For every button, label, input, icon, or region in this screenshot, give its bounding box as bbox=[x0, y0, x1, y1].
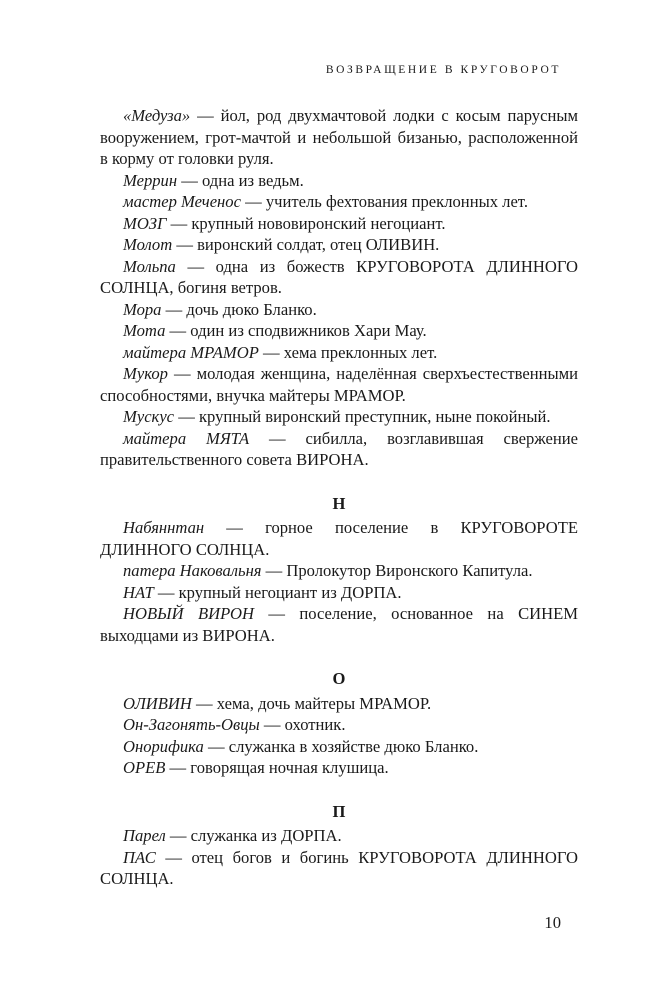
glossary-entry bbox=[100, 714, 578, 736]
entry-definition: — отец богов и богинь КРУГОВОРОТА ДЛИННОГО СОЛНЦА. bbox=[100, 847, 578, 888]
entry-definition: — молодая женщина, наделённая сверхъестественными способностями, внучка майтеры МРАМОР. bbox=[100, 364, 578, 405]
glossary-entry bbox=[100, 363, 578, 406]
entry-term: ОРЕВ bbox=[123, 758, 166, 777]
entry-definition: — крупный нововиронский негоциант. bbox=[166, 213, 446, 233]
entry-term: Молот bbox=[123, 235, 173, 254]
entry-term: ПАС bbox=[123, 847, 156, 867]
entry-definition: — крупный негоциант из ДОРПА. bbox=[153, 582, 402, 602]
entry-definition: — один из сподвижников Хари Мау. bbox=[165, 321, 427, 340]
glossary-entry bbox=[100, 234, 578, 256]
entry-definition: — крупный виронский преступник, ныне покойный. bbox=[174, 407, 551, 426]
entry-definition: — одна из ведьм. bbox=[177, 170, 304, 190]
entry-definition: — одна из божеств КРУГОВОРОТА ДЛИННОГО СОЛНЦА, богиня ветров. bbox=[100, 256, 578, 297]
entry-term: мастер Меченос bbox=[123, 192, 241, 211]
entry-definition: — горное поселение в КРУГОВОРОТЕ ДЛИННОГО СОЛНЦА. bbox=[100, 518, 578, 559]
running-head: ВОЗВРАЩЕНИЕ В КРУГОВОРОТ bbox=[325, 64, 561, 76]
glossary-entry bbox=[100, 299, 578, 321]
glossary-entry bbox=[100, 693, 578, 715]
entry-definition: — служанка в хозяйстве дюко Бланко. bbox=[203, 736, 479, 756]
entry-term: НОВЫЙ ВИРОН bbox=[123, 604, 254, 623]
glossary-entry bbox=[100, 560, 578, 582]
entry-term: Он-Загонять-Овцы bbox=[123, 715, 260, 734]
entry-term: Мота bbox=[123, 321, 166, 340]
entry-definition: — учитель фехтования преклонных лет. bbox=[240, 192, 528, 211]
entry-term: Мукор bbox=[123, 364, 168, 383]
entry-definition: — дочь дюко Бланко. bbox=[161, 299, 317, 319]
entry-definition: — охотник. bbox=[259, 715, 346, 734]
entry-definition: — Пролокутор Виронского Капитула. bbox=[261, 561, 533, 580]
glossary-entry bbox=[100, 603, 578, 646]
entry-definition: — говорящая ночная клушица. bbox=[165, 758, 389, 777]
entry-term: Онорифика bbox=[123, 736, 204, 756]
entry-term: патера Наковальня bbox=[123, 561, 262, 580]
glossary-entry bbox=[100, 213, 578, 235]
entry-definition: — йол, род двухмачтовой лодки с косым парусным вооружением, грот-мачтой и небольшой бизанью, расположенной в корму от головки руля. bbox=[100, 106, 578, 168]
section-letter: Н bbox=[332, 493, 346, 513]
entry-term: «Медуза» bbox=[123, 106, 191, 125]
glossary-entry bbox=[100, 256, 578, 299]
glossary-entry bbox=[100, 582, 578, 604]
entry-term: Парел bbox=[123, 826, 166, 845]
entry-definition: — служанка из ДОРПА. bbox=[165, 826, 342, 845]
entry-term: майтера МЯТА bbox=[123, 428, 250, 448]
entry-term: МОЗГ bbox=[123, 213, 167, 233]
entry-term: Мускус bbox=[123, 407, 175, 426]
entry-term: Мольпа bbox=[123, 256, 176, 276]
glossary-entry bbox=[100, 847, 578, 890]
entry-term: майтера МРАМОР bbox=[123, 342, 259, 362]
glossary-entry bbox=[100, 105, 578, 170]
entry-definition: — хема преклонных лет. bbox=[258, 342, 438, 362]
entry-definition: — поселение, основанное на СИНЕМ выходцами из ВИРОНА. bbox=[100, 604, 579, 645]
glossary-entry bbox=[100, 342, 578, 364]
entry-definition: — виронский солдат, отец ОЛИВИН. bbox=[172, 235, 440, 254]
entry-term: ОЛИВИН bbox=[123, 693, 192, 713]
entry-definition: — хема, дочь майтеры МРАМОР. bbox=[191, 693, 432, 713]
glossary-entry bbox=[100, 428, 578, 471]
section-letter: П bbox=[332, 801, 346, 821]
entry-term: Мора bbox=[123, 299, 162, 319]
page-number: 10 bbox=[544, 913, 561, 932]
glossary-entry bbox=[100, 320, 578, 342]
entry-term: НАТ bbox=[123, 582, 154, 602]
entry-term: Набяннтан bbox=[123, 518, 205, 537]
glossary-entry bbox=[100, 191, 578, 213]
glossary-entry bbox=[100, 517, 578, 560]
glossary-entry bbox=[100, 406, 578, 428]
entry-term: Меррин bbox=[123, 170, 178, 190]
glossary-entry bbox=[100, 757, 578, 779]
glossary-entry bbox=[100, 170, 578, 192]
glossary-entry bbox=[100, 825, 578, 847]
entry-definition: — сибилла, возглавившая свержение правительственного совета ВИРОНА. bbox=[100, 428, 578, 469]
glossary-entry bbox=[100, 736, 578, 758]
glossary-text bbox=[100, 105, 578, 890]
section-letter: О bbox=[332, 669, 346, 688]
